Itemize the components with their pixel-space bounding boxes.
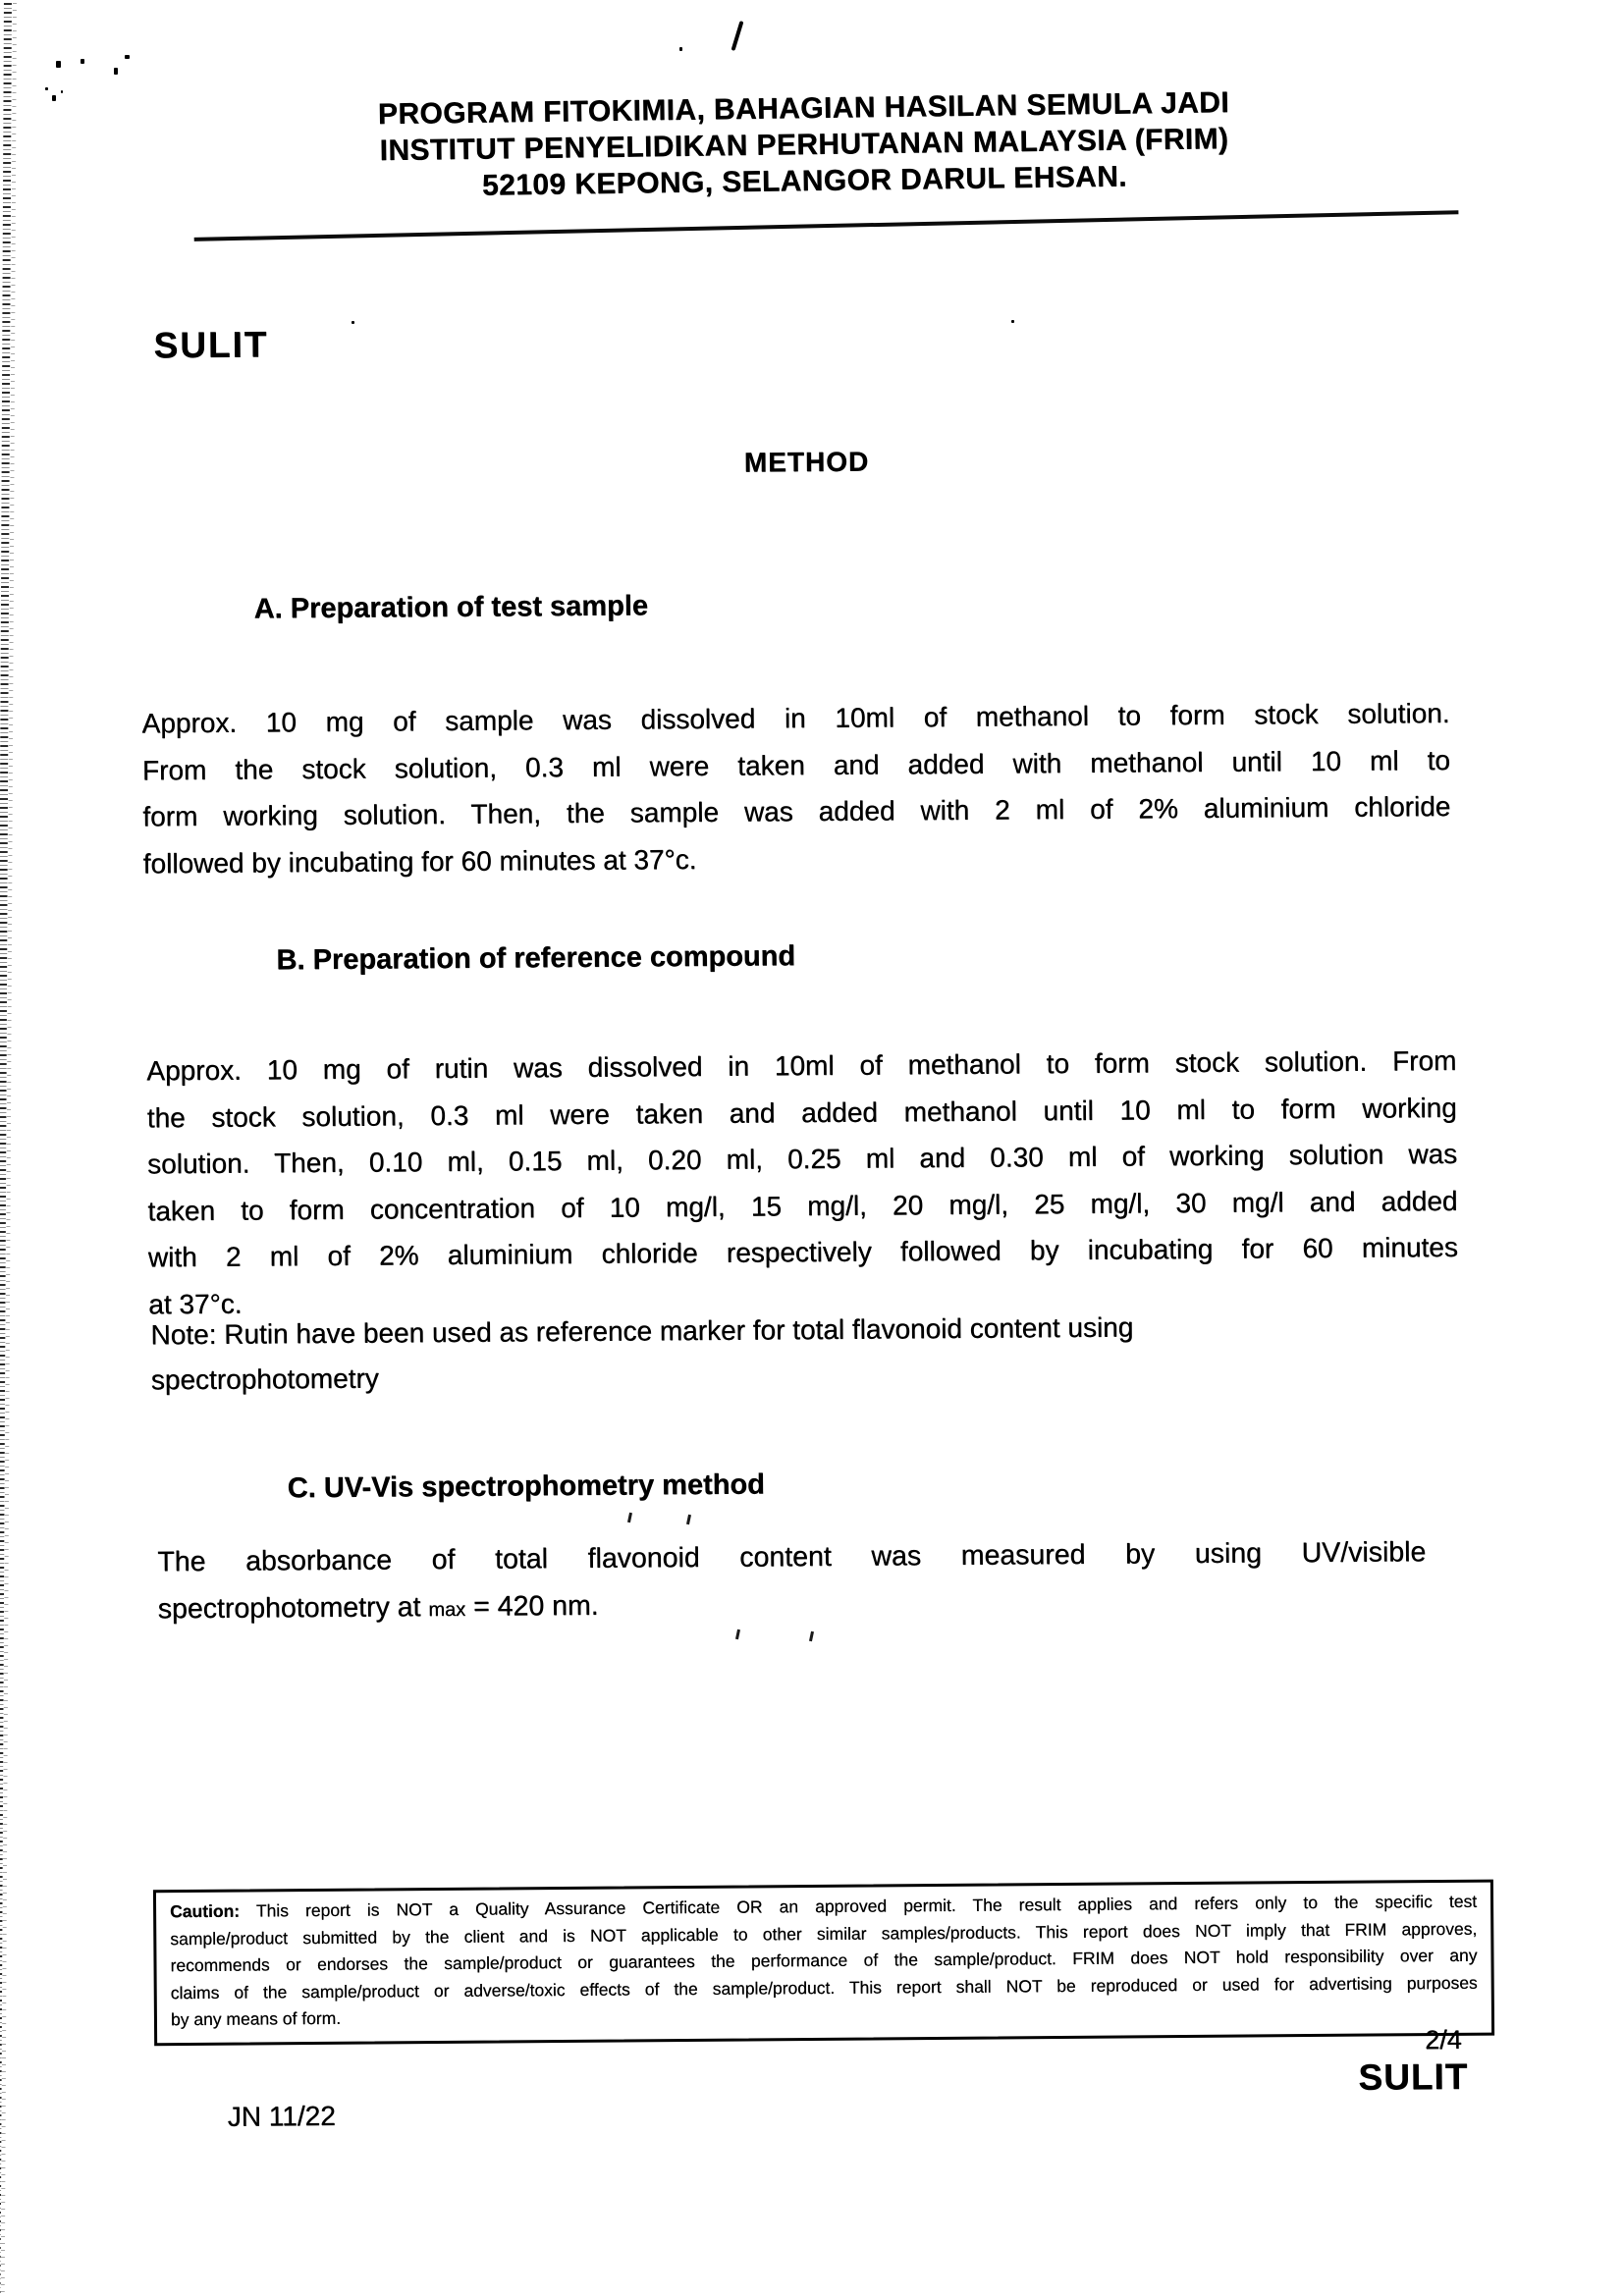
- letterhead-line-1: PROGRAM FITOKIMIA, BAHAGIAN HASILAN SEMULA JADI: [377, 85, 1230, 132]
- letterhead-line-2: INSTITUT PENYELIDIKAN PERHUTANAN MALAYSIA (FRIM): [379, 122, 1229, 168]
- paragraph-line: at 37°c.: [148, 1288, 243, 1319]
- paragraph-line: taken to form concentration of 10 mg/l, 15 mg/l, 20 mg/l, 25 mg/l, 30 mg/l and added: [147, 1185, 1458, 1226]
- header-rule: [194, 210, 1459, 241]
- section-c-heading: C. UV-Vis spectrophometry method: [287, 1468, 765, 1505]
- reference-note: [150, 1303, 1437, 1403]
- note-line: spectrophotometry: [150, 1362, 379, 1396]
- footer-reference-number: JN 11/22: [227, 2100, 336, 2132]
- paragraph-line: with 2 ml of 2% aluminium chloride respectively followed by incubating for 60 minutes: [147, 1231, 1458, 1273]
- letterhead: [0, 79, 1617, 210]
- paragraph-text: spectrophotometry at: [157, 1591, 421, 1626]
- section-b-paragraph: [146, 1038, 1458, 1327]
- caution-line: recommends or endorses the sample/product or guarantees the performance of the sample/product. FRIM does NOT hold responsibility over any: [170, 1945, 1478, 1976]
- paragraph-line: form working solution. Then, the sample was added with 2 ml of 2% aluminium chloride: [142, 790, 1451, 832]
- caution-label: Caution:: [170, 1900, 241, 1922]
- letterhead-line-3: 52109 KEPONG, SELANGOR DARUL EHSAN.: [481, 160, 1128, 202]
- caution-line: sample/product submitted by the client and is NOT applicable to other similar samples/products. This report does NOT imply that FRIM approves,: [170, 1918, 1478, 1949]
- caution-text: This report is NOT a Quality Assurance Certificate OR an approved permit. The result applies and refers only to the specific test: [255, 1891, 1478, 1921]
- section-b-heading: B. Preparation of reference compound: [276, 940, 796, 977]
- section-a-heading: A. Preparation of test sample: [253, 590, 649, 625]
- section-a-paragraph: [141, 690, 1450, 886]
- paragraph-line: followed by incubating for 60 minutes at 37°c.: [142, 843, 697, 879]
- paragraph-line: solution. Then, 0.10 ml, 0.15 ml, 0.20 ml, 0.25 ml and 0.30 ml of working solution was: [146, 1138, 1458, 1180]
- caution-line: by any means of form.: [170, 2007, 342, 2030]
- paragraph-text: = 420 nm.: [472, 1589, 599, 1623]
- paragraph-line: From the stock solution, 0.3 ml were taken and added with methanol until 10 ml to: [141, 744, 1451, 785]
- classification-top: SULIT: [153, 324, 269, 366]
- paragraph-line: Approx. 10 mg of rutin was dissolved in 10ml of methanol to form stock solution. From: [146, 1044, 1457, 1087]
- paragraph-line: Approx. 10 mg of sample was dissolved in 10ml of methanol to form stock solution.: [141, 697, 1450, 739]
- caution-box: [153, 1880, 1494, 2046]
- classification-bottom: SULIT: [1358, 2056, 1469, 2098]
- paragraph-line: [157, 1575, 1426, 1635]
- note-line: Note: Rutin have been used as reference marker for total flavonoid content using: [150, 1311, 1134, 1351]
- page-title: METHOD: [743, 446, 870, 478]
- paragraph-line: The absorbance of total flavonoid content was measured by using UV/visible: [157, 1536, 1427, 1578]
- caution-line: claims of the sample/product or adverse/toxic effects of the sample/product. This report shall NOT be reproduced or used for advertising purposes: [170, 1972, 1478, 2002]
- paragraph-line: the stock solution, 0.3 ml were taken and added methanol until 10 ml to form working: [146, 1092, 1457, 1133]
- lambda-max-subscript: max: [428, 1598, 466, 1622]
- section-c-paragraph: [157, 1528, 1427, 1635]
- footer-page-number: 2/4: [1425, 2024, 1462, 2056]
